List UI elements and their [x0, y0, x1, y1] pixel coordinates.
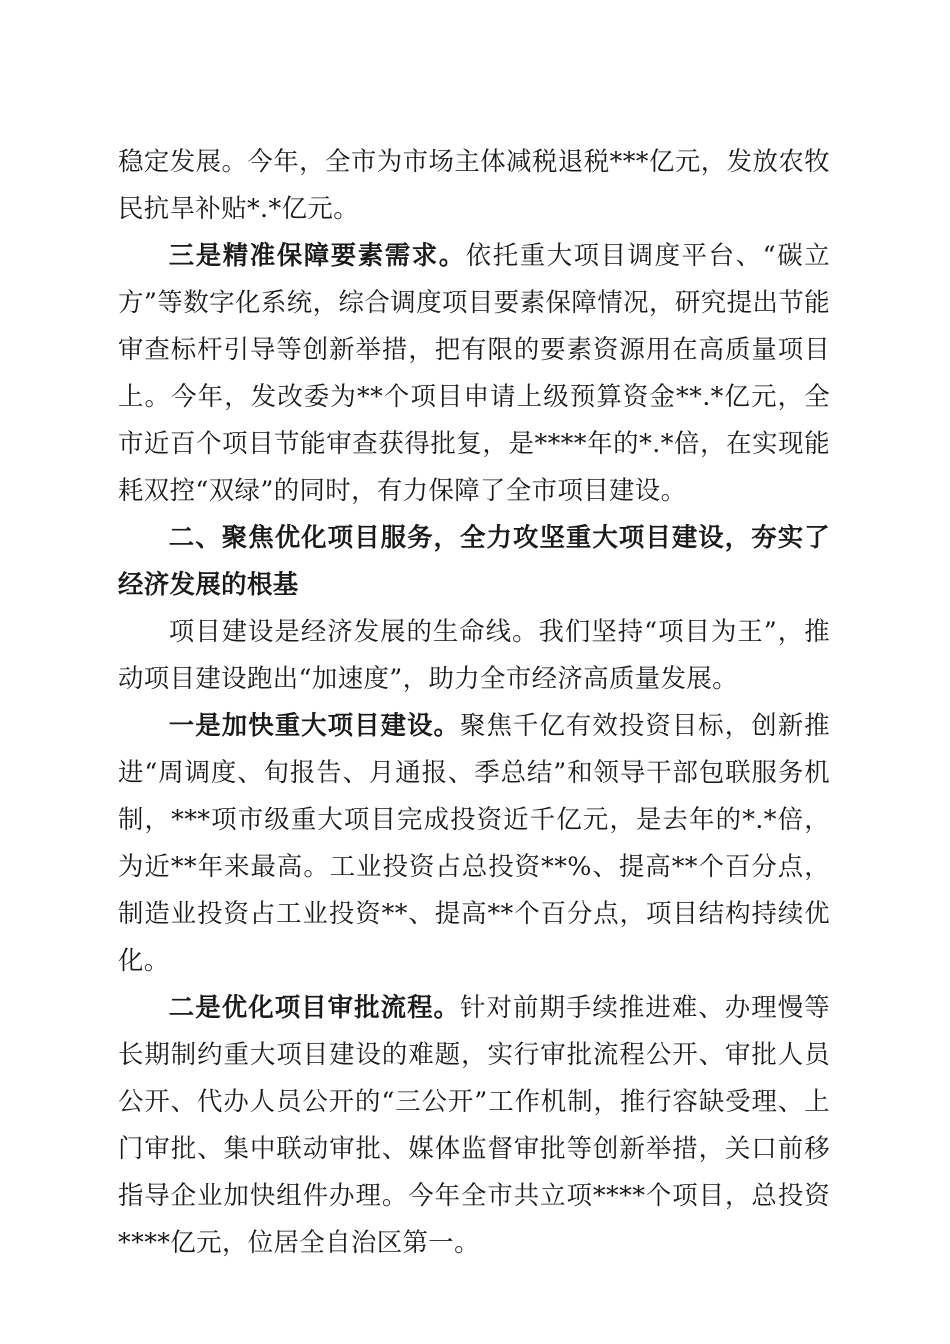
- section-heading-text: 二、聚焦优化项目服务，全力攻坚重大项目建设，夯实了经济发展的根基: [118, 522, 830, 599]
- paragraph-point-two: [118, 984, 830, 1266]
- point-lead: 二是优化项目审批流程。: [168, 992, 461, 1022]
- point-lead: 三是精准保障要素需求。: [168, 240, 466, 270]
- paragraph-text: 聚焦千亿有效投资目标，创新推进“周调度、旬报告、月通报、季总结”和领导干部包联服务机制，***项市级重大项目完成投资近千亿元，是去年的*.*倍，为近**年来最高。工业投资占总投资**%、提高**个百分点，制造业投资占工业投资**、提高**个百分点，项目结构持续优化。: [118, 710, 830, 975]
- point-lead: 一是加快重大项目建设。: [168, 710, 461, 740]
- document-body: [118, 138, 830, 1266]
- paragraph-intro: [118, 608, 830, 702]
- paragraph-text: 稳定发展。今年，全市为市场主体减税退税***亿元，发放农牧民抗旱补贴*.*亿元。: [118, 146, 830, 223]
- paragraph-text: 依托重大项目调度平台、“碳立方”等数字化系统，综合调度项目要素保障情况，研究提出节能审查标杆引导等创新举措，把有限的要素资源用在高质量项目上。今年，发改委为**个项目申请上级预算资金**.*亿元，全市近百个项目节能审查获得批复，是****年的*.*倍，在实现能耗双控“双绿”的同时，有力保障了全市项目建设。: [118, 240, 830, 505]
- paragraph-text: 针对前期手续推进难、办理慢等长期制约重大项目建设的难题，实行审批流程公开、审批人员公开、代办人员公开的“三公开”工作机制，推行容缺受理、上门审批、集中联动审批、媒体监督审批等创新举措，关口前移指导企业加快组件办理。今年全市共立项****个项目，总投资****亿元，位居全自治区第一。: [118, 992, 830, 1257]
- section-heading: [118, 514, 830, 608]
- paragraph-text: 项目建设是经济发展的生命线。我们坚持“项目为王”，推动项目建设跑出“加速度”，助力全市经济高质量发展。: [118, 616, 830, 693]
- paragraph-point-three: [118, 232, 830, 514]
- paragraph-point-one: [118, 702, 830, 984]
- paragraph-continuation: [118, 138, 830, 232]
